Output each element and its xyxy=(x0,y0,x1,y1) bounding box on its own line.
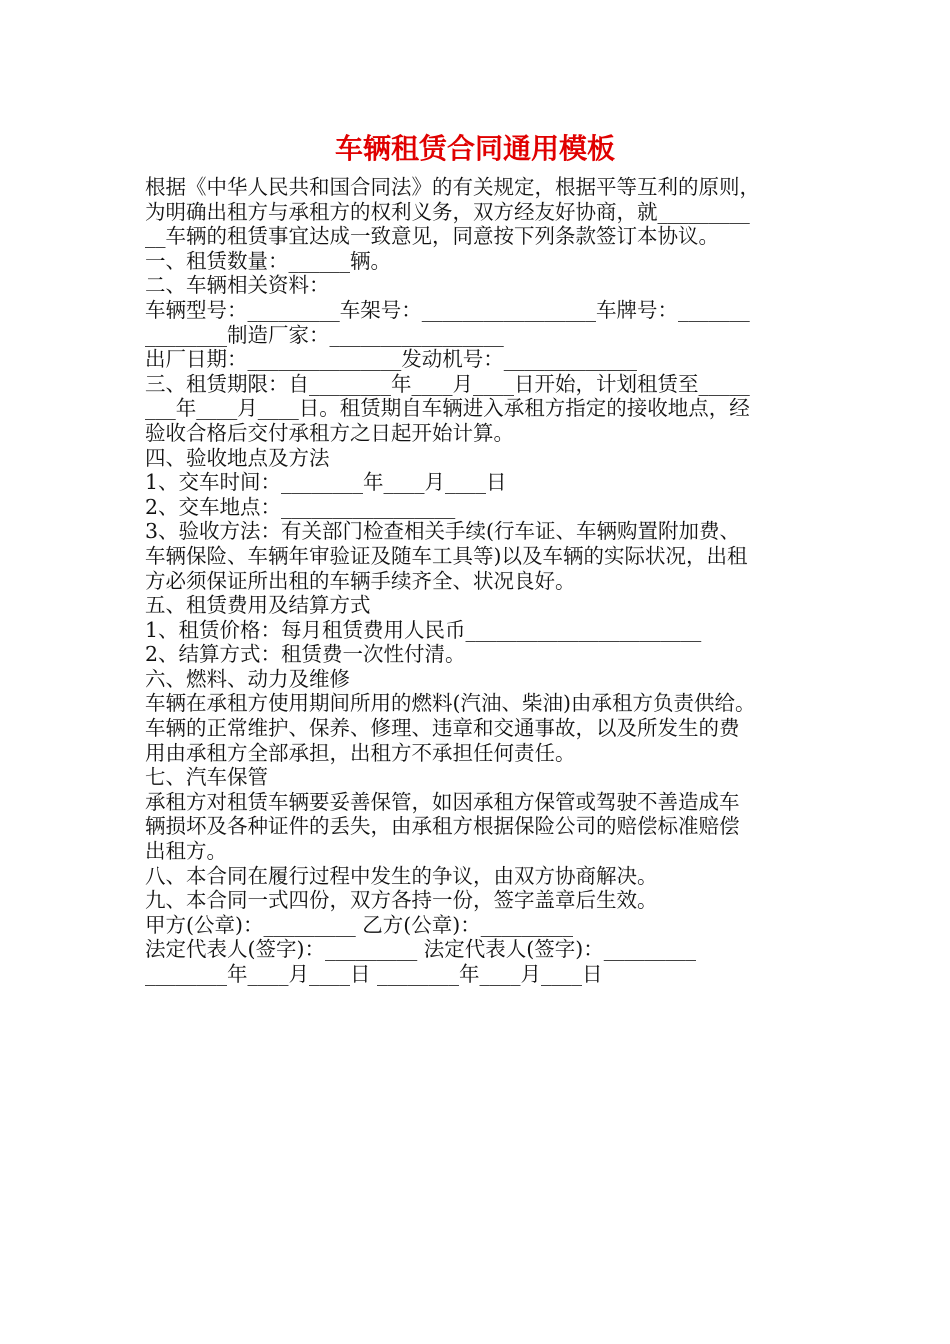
document-line: 用由承租方全部承担，出租方不承担任何责任。 xyxy=(145,740,576,765)
document-line: 车辆型号：_________车架号：_________________车牌号：_______ xyxy=(145,297,750,322)
document-line: 车辆保险、车辆年审验证及随车工具等)以及车辆的实际状况，出租 xyxy=(145,543,748,568)
document-line: 为明确出租方与承租方的权利义务，双方经友好协商，就_________ xyxy=(145,199,750,224)
document-line: 根据《中华人民共和国合同法》的有关规定，根据平等互利的原则， xyxy=(145,175,760,199)
document-line: 二、车辆相关资料： xyxy=(145,273,330,298)
document-line: 方必须保证所出租的车辆手续齐全、状况良好。 xyxy=(145,568,576,593)
document-line: 六、燃料、动力及维修 xyxy=(145,666,350,691)
document-line: 承租方对租赁车辆要妥善保管，如因承租方保管或驾驶不善造成车 xyxy=(145,789,740,814)
document-line: 1、租赁价格：每月租赁费用人民币_______________________ xyxy=(145,617,702,642)
document-line: 2、交车地点：_________________ xyxy=(145,494,456,519)
document-line: ___年____月____日。租赁期自车辆进入承租方指定的接收地点，经 xyxy=(145,396,750,421)
document-line: 辆损坏及各种证件的丢失，由承租方根据保险公司的赔偿标准赔偿 xyxy=(145,814,740,839)
document-line: 三、租赁期限：自________年____月____日开始，计划租赁至_____ xyxy=(145,371,750,396)
document-body xyxy=(145,175,825,987)
document-line: 五、租赁费用及结算方式 xyxy=(145,593,371,618)
document-line: 车辆在承租方使用期间所用的燃料(汽油、柴油)由承租方负责供给。 xyxy=(145,691,756,716)
document-line: ________年____月____日 ________年____月____日 xyxy=(145,962,603,986)
document-line: 出厂日期：_______________发动机号：_____________ xyxy=(145,347,637,372)
document-line: 七、汽车保管 xyxy=(145,765,268,790)
document-title: 车辆租赁合同通用模板 xyxy=(334,132,615,165)
document-line: 八、本合同在履行过程中发生的争议，由双方协商解决。 xyxy=(145,863,658,888)
document-line: 九、本合同一式四份，双方各持一份，签字盖章后生效。 xyxy=(145,888,658,913)
document-line: 法定代表人(签字)：_________ 法定代表人(签字)：_________ xyxy=(145,937,697,962)
document-line: 出租方。 xyxy=(145,839,227,864)
document-line: 一、租赁数量：______辆。 xyxy=(145,248,391,273)
document-line: 2、结算方式：租赁费一次性付清。 xyxy=(145,642,466,667)
document-line: 甲方(公章)：_________ 乙方(公章)：_________ xyxy=(145,912,574,937)
document-line: 验收合格后交付承租方之日起开始计算。 xyxy=(145,420,514,445)
document-line: ________制造厂家：_________________ xyxy=(145,322,504,347)
document-line: 四、验收地点及方法 xyxy=(145,445,330,470)
document-line: 车辆的正常维护、保养、修理、违章和交通事故，以及所发生的费 xyxy=(145,716,740,741)
document-line: 1、交车时间：________年____月____日 xyxy=(145,470,507,495)
document-line: 3、验收方法：有关部门检查相关手续(行车证、车辆购置附加费、 xyxy=(145,519,741,544)
document-line: __车辆的租赁事宜达成一致意见，同意按下列条款签订本协议。 xyxy=(145,224,719,249)
